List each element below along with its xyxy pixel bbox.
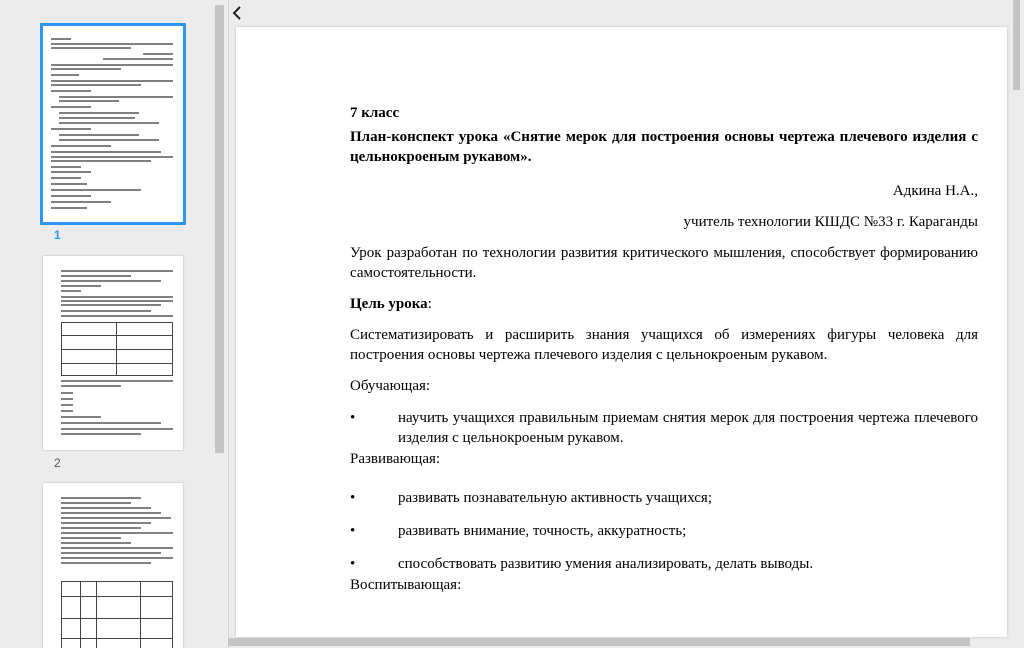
thumbnail-table [61, 581, 173, 648]
grade-heading: 7 класс [350, 105, 400, 121]
bullet-icon: • [350, 556, 356, 572]
developing-item-1 [350, 488, 978, 508]
developing-label: Развивающая: [350, 451, 441, 467]
goal-heading [350, 294, 978, 314]
developing-item-2 [350, 521, 978, 541]
sidebar-scrollbar[interactable] [215, 5, 224, 453]
document-page [236, 27, 1007, 637]
document-content [350, 103, 978, 595]
sidebar-divider [228, 0, 229, 648]
bullet-icon: • [350, 490, 356, 506]
chevron-left-icon [232, 6, 242, 20]
thumbnail-sidebar [0, 0, 228, 648]
collapse-sidebar-button[interactable] [229, 4, 245, 22]
author-position: учитель технологии КШДС №33 г. Караганды [683, 214, 978, 230]
lesson-title: План-конспект урока «Снятие мерок для построения основы чертежа плечевого изделия с цельнокроеным рукавом». [350, 129, 978, 165]
page-thumbnail-2[interactable] [43, 256, 183, 450]
goal-paragraph: Систематизировать и расширить знания учащихся об измерениях фигуры человека для построения основы чертежа плечевого изделия с цельнокроеным рукавом. [350, 327, 978, 363]
developing-item-3 [350, 554, 978, 574]
vertical-scrollbar-thumb[interactable] [1013, 0, 1020, 90]
developing-item-text: развивать познавательную активность учащихся; [398, 490, 712, 506]
teaching-item-text: научить учащихся правильным приемам снятия мерок для построения чертежа плечевого изделия с цельнокроеным рукавом. [398, 410, 978, 446]
educating-label: Воспитывающая: [350, 577, 462, 593]
developing-item-text: способствовать развитию умения анализировать, делать выводы. [398, 556, 814, 572]
teaching-label: Обучающая: [350, 378, 431, 394]
vertical-scroll-track[interactable] [1010, 0, 1024, 648]
developing-item-text: развивать внимание, точность, аккуратность; [398, 523, 687, 539]
thumbnail-number-2: 2 [54, 456, 61, 470]
page-thumbnail-3[interactable] [43, 483, 183, 648]
thumbnail-table [61, 322, 173, 376]
teaching-item-1 [350, 408, 978, 448]
thumbnail-number-1: 1 [54, 228, 61, 242]
page-thumbnail-1[interactable] [43, 26, 183, 222]
bullet-icon: • [350, 523, 356, 539]
author-name: Адкина Н.А., [892, 183, 978, 199]
bullet-icon: • [350, 410, 356, 426]
horizontal-scrollbar-thumb[interactable] [228, 638, 970, 646]
goal-label: Цель урока [350, 296, 428, 312]
goal-colon: : [427, 296, 432, 312]
intro-paragraph: Урок разработан по технологии развития критического мышления, способствует формированию самостоятельности. [350, 245, 978, 281]
